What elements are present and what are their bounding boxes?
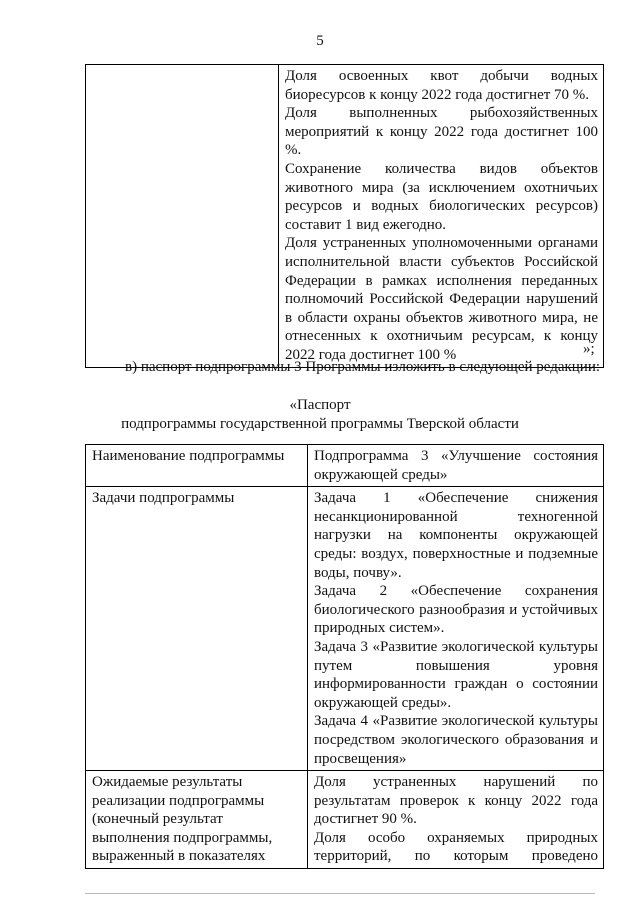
table-row [86, 487, 604, 771]
indicator-quota: Доля освоенных квот добычи водных биоресурсов к концу 2022 года достигнет 70 %. [285, 68, 598, 103]
row-label: Ожидаемые результаты реализации подпрограммы (конечный результат выполнения подпрограммы, выраженный в показателях [86, 771, 308, 869]
top-table-left-cell [86, 65, 279, 368]
passport-heading: «Паспорт [289, 397, 351, 413]
row-value [308, 487, 604, 771]
row-label: Задачи подпрограммы [86, 487, 308, 771]
row-label: Наименование подпрограммы [86, 445, 308, 487]
result-violations: Доля устраненных нарушений по результатам проверок к концу 2022 года достигнет 90 %. [314, 774, 598, 828]
task-2: Задача 2 «Обеспечение сохранения биологического разнообразия и устойчивых природных систем». [314, 583, 598, 637]
page-bottom-edge [85, 893, 595, 894]
top-table-right-cell [279, 65, 604, 368]
row-value [308, 771, 604, 869]
indicator-violations: Доля устраненных уполномоченными органами исполнительной власти субъектов Российской Федерации в рамках исполнения переданных полномочий Российской Федерации нарушений в области охраны объектов животного мира, не отнесенных к охотничьим ресурсам, к концу 2022 года достигнет 100 % [285, 235, 598, 363]
amendment-text: в) паспорт подпрограммы 3 Программы изложить в следующей редакции: [125, 359, 601, 375]
indicator-fishery: Доля выполненных рыбохозяйственных мероприятий к концу 2022 года достигнет 100 %. [285, 105, 598, 159]
table-row [86, 771, 604, 869]
result-protected-areas: Доля особо охраняемых природных территорий, по которым проведено [314, 829, 598, 865]
indicator-species: Сохранение количества видов объектов животного мира (за исключением охотничьих ресурсов и водных биологических ресурсов) составит 1 вид ежегодно. [285, 160, 598, 233]
task-1: Задача 1 «Обеспечение снижения несанкционированной техногенной нагрузки на компоненты окружающей среды: воздух, поверхностные и подземные воды, почву». [314, 490, 598, 581]
page-number: 5 [316, 33, 324, 49]
subprogram-name: Подпрограмма 3 «Улучшение состояния окружающей среды» [314, 448, 598, 483]
task-3: Задача 3 «Развитие экологической культуры путем повышения уровня информированности граждан о состоянии окружающей среды». [314, 638, 598, 711]
row-value [308, 445, 604, 487]
amendment-paragraph [85, 358, 603, 377]
task-4: Задача 4 «Развитие экологической культуры посредством экологического образования и просвещения» [314, 713, 598, 767]
closing-quote: »; [583, 341, 595, 357]
table-row [86, 445, 604, 487]
passport-subheading: подпрограммы государственной программы Тверской области [121, 416, 519, 432]
top-table [85, 64, 604, 368]
passport-table [85, 444, 604, 869]
